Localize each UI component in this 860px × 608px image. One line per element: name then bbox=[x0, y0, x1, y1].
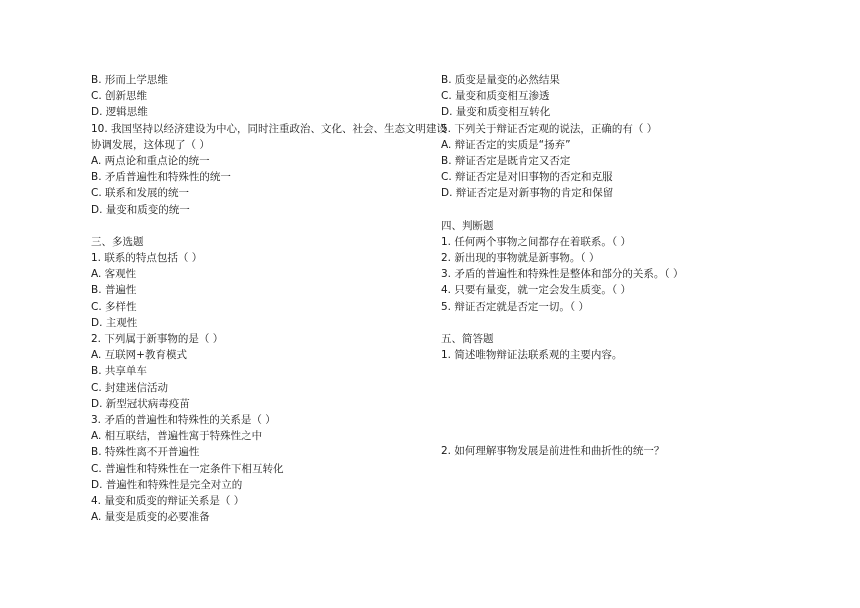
option-line: B. 普遍性 bbox=[91, 284, 137, 297]
question-stem: 5. 下列关于辩证否定观的说法，正确的有（ ） bbox=[441, 122, 658, 135]
option-line: B. 质变是量变的必然结果 bbox=[441, 74, 560, 86]
option-line: B. 矛盾普遍性和特殊性的统一 bbox=[91, 171, 231, 184]
judge-item: 3. 矛盾的普遍性和特殊性是整体和部分的关系。（ ） bbox=[441, 268, 684, 281]
judge-item: 1. 任何两个事物之间都存在着联系。（ ） bbox=[441, 235, 631, 248]
question-stem: 3. 矛盾的普遍性和特殊性的关系是（ ） bbox=[91, 413, 276, 426]
short-answer-question: 2. 如何理解事物发展是前进性和曲折性的统一？ bbox=[441, 445, 665, 458]
option-line: A. 互联网+教育模式 bbox=[91, 349, 187, 362]
answer-space bbox=[441, 363, 821, 443]
section-title: 五、简答题 bbox=[441, 333, 494, 345]
judge-item: 5. 辩证否定就是否定一切。（ ） bbox=[441, 300, 589, 313]
option-line: C. 创新思维 bbox=[91, 90, 148, 103]
right-column bbox=[441, 72, 821, 460]
option-line: A. 量变是质变的必要准备 bbox=[91, 511, 210, 524]
option-line: B. 特殊性离不开普遍性 bbox=[91, 446, 200, 459]
option-line: A. 两点论和重点论的统一 bbox=[91, 154, 210, 167]
option-line: B. 形而上学思维 bbox=[91, 74, 168, 86]
option-line: D. 主观性 bbox=[91, 316, 138, 329]
section-title: 三、多选题 bbox=[91, 235, 144, 248]
option-line: C. 封建迷信活动 bbox=[91, 381, 169, 394]
option-line: D. 辩证否定是对新事物的肯定和保留 bbox=[441, 187, 614, 200]
judge-item: 2. 新出现的事物就是新事物。（ ） bbox=[441, 252, 600, 265]
spacer bbox=[441, 202, 821, 218]
option-line: D. 普遍性和特殊性是完全对立的 bbox=[91, 478, 243, 491]
question-stem: 10. 我国坚持以经济建设为中心，同时注重政治、文化、社会、生态文明建设协调发展，这体现了（ ） bbox=[91, 122, 448, 151]
judge-item: 4. 只要有量变，就一定会发生质变。（ ） bbox=[441, 284, 631, 297]
question-stem: 2. 下列属于新事物的是（ ） bbox=[91, 333, 224, 346]
short-answer-question: 1. 简述唯物辩证法联系观的主要内容。 bbox=[441, 349, 623, 362]
question-stem: 4. 量变和质变的辩证关系是（ ） bbox=[91, 494, 245, 507]
option-line: C. 多样性 bbox=[91, 300, 137, 313]
option-line: D. 量变和质变相互转化 bbox=[441, 106, 551, 119]
option-line: A. 客观性 bbox=[91, 268, 137, 281]
section-title: 四、判断题 bbox=[441, 219, 494, 232]
option-line: C. 辩证否定是对旧事物的否定和克服 bbox=[441, 171, 613, 184]
option-line: D. 新型冠状病毒疫苗 bbox=[91, 397, 190, 410]
option-line: C. 量变和质变相互渗透 bbox=[441, 90, 550, 103]
option-line: C. 普遍性和特殊性在一定条件下相互转化 bbox=[91, 462, 284, 475]
option-line: B. 辩证否定是既肯定又否定 bbox=[441, 154, 571, 167]
option-line: D. 逻辑思维 bbox=[91, 106, 148, 119]
option-line: B. 共享单车 bbox=[91, 365, 147, 378]
spacer bbox=[441, 315, 821, 331]
left-column bbox=[91, 72, 471, 525]
spacer bbox=[91, 218, 471, 234]
option-line: C. 联系和发展的统一 bbox=[91, 187, 190, 200]
question-stem: 1. 联系的特点包括（ ） bbox=[91, 252, 203, 265]
option-line: A. 相互联结，普遍性寓于特殊性之中 bbox=[91, 430, 263, 443]
option-line: D. 量变和质变的统一 bbox=[91, 203, 190, 216]
option-line: A. 辩证否定的实质是“扬弃” bbox=[441, 138, 571, 151]
